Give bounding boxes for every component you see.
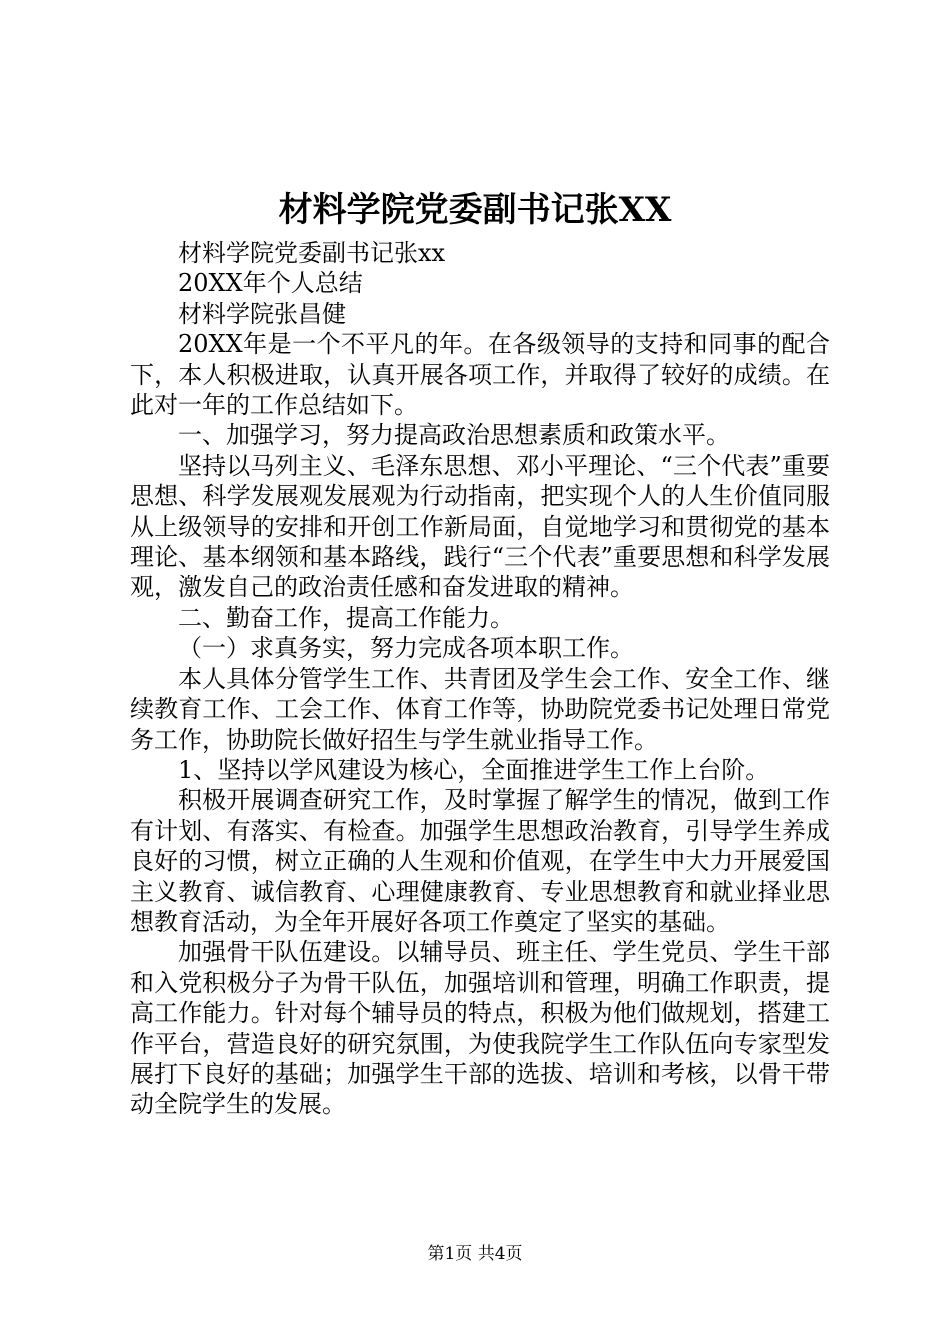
paragraph: 材料学院张昌健	[178, 299, 346, 328]
section-heading: 二、勤奋工作，提高工作能力。	[178, 603, 514, 632]
paragraph: 本人具体分管学生工作、共青团及学生会工作、安全工作、继续教育工作、工会工作、体育工作等，协助院党委书记处理日常党务工作，协助院长做好招生与学生就业指导工作。	[130, 664, 830, 754]
paragraph: 材料学院党委副书记张xx	[178, 239, 446, 267]
subsection-heading: （一）求真务实，努力完成各项本职工作。	[178, 634, 634, 663]
document-body	[130, 238, 830, 1120]
page-title: 材料学院党委副书记张XX	[278, 190, 672, 230]
paragraph: 20XX年个人总结	[178, 269, 363, 298]
page-number-footer: 第1页 共4页	[427, 1244, 523, 1264]
section-heading: 一、加强学习，努力提高政治思想素质和政策水平。	[178, 421, 730, 450]
paragraph: 坚持以马列主义、毛泽东思想、邓小平理论、“三个代表”重要思想、科学发展观发展观为行动指南，把实现个人的人生价值同服从上级领导的安排和开创工作新局面，自觉地学习和贯彻党的基本理论、基本纲领和基本路线，践行“三个代表”重要思想和科学发展观，激发自己的政治责任感和奋发进取的精神。	[130, 451, 830, 602]
paragraph: 20XX年是一个不平凡的年。在各级领导的支持和同事的配合下，本人积极进取，认真开展各项工作，并取得了较好的成绩。在此对一年的工作总结如下。	[130, 330, 830, 420]
paragraph: 积极开展调查研究工作，及时掌握了解学生的情况，做到工作有计划、有落实、有检查。加强学生思想政治教育，引导学生养成良好的习惯，树立正确的人生观和价值观，在学生中大力开展爱国主义教育、诚信教育、心理健康教育、专业思想教育和就业择业思想教育活动，为全年开展好各项工作奠定了坚实的基础。	[130, 786, 830, 936]
paragraph: 加强骨干队伍建设。以辅导员、班主任、学生党员、学生干部和入党积极分子为骨干队伍，加强培训和管理，明确工作职责，提高工作能力。针对每个辅导员的特点，积极为他们做规划，搭建工作平台，营造良好的研究氛围，为使我院学生工作队伍向专家型发展打下良好的基础；加强学生干部的选拔、培训和考核，以骨干带动全院学生的发展。	[130, 938, 830, 1119]
subsection-heading: 1、坚持以学风建设为核心，全面推进学生工作上台阶。	[178, 755, 770, 784]
